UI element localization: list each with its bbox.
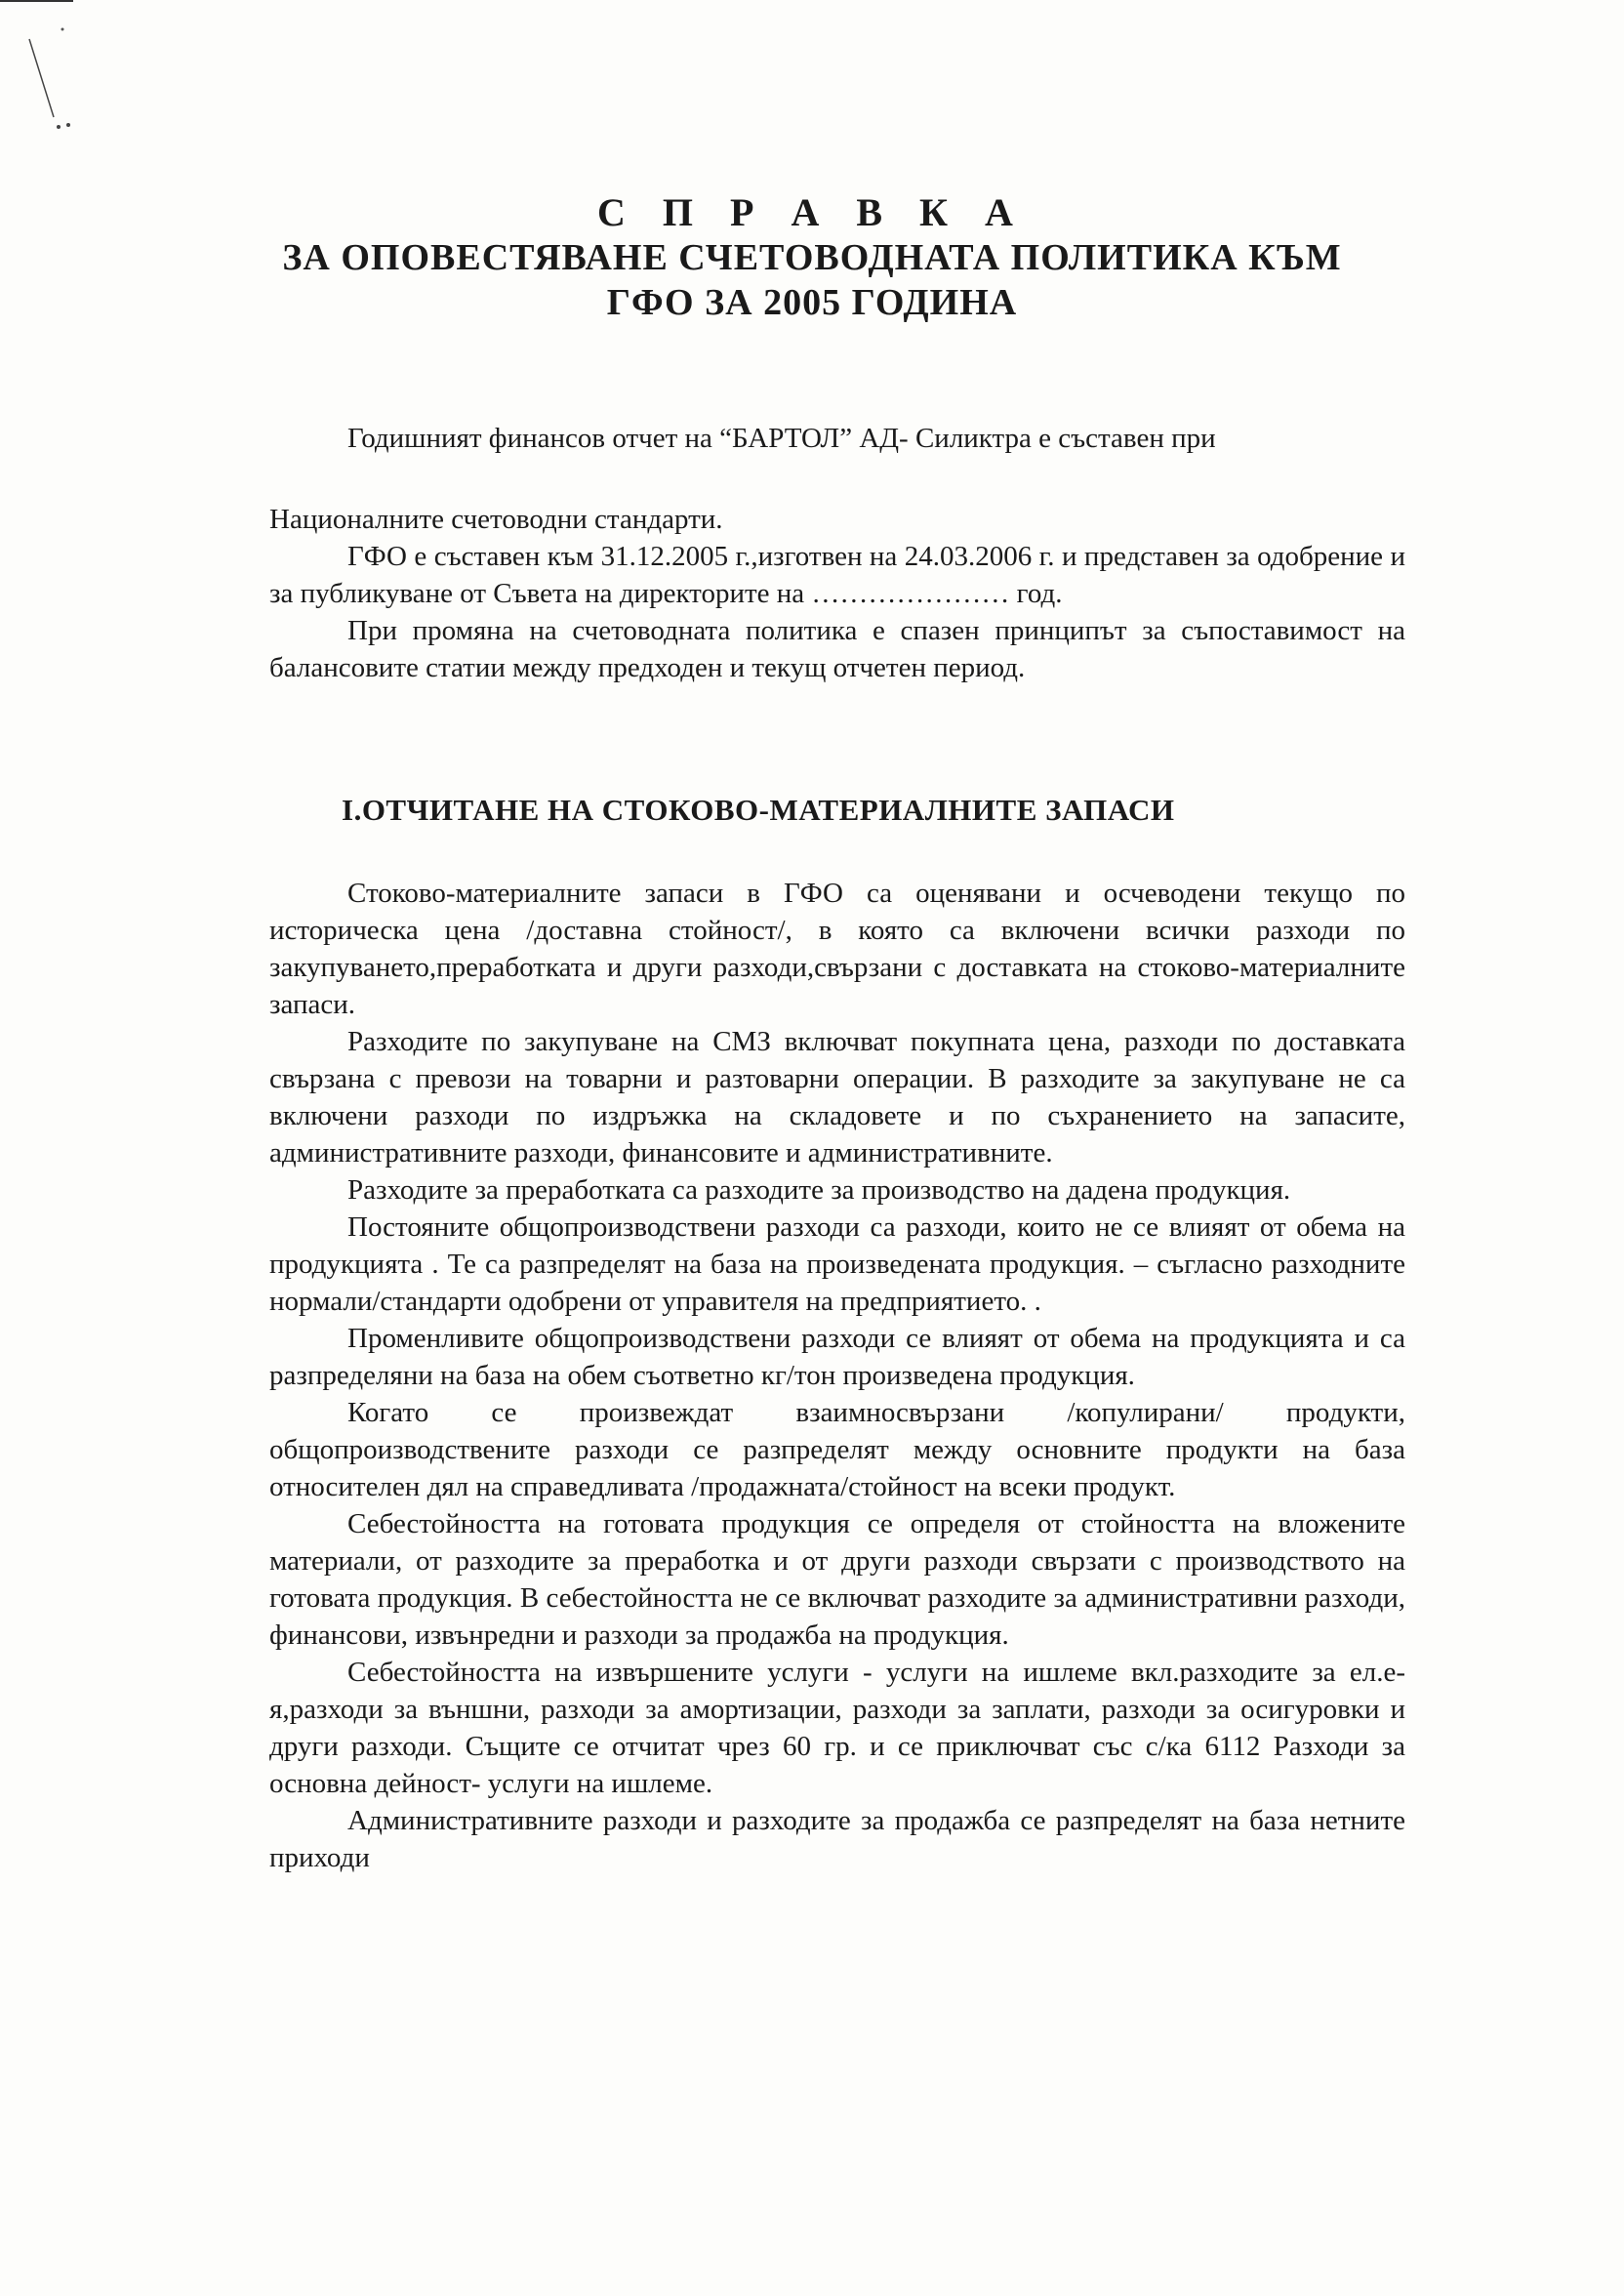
section-paragraph: Разходите за преработката са разходите за производство на дадена продукция.	[347, 1174, 1291, 1206]
section-paragraph: Разходите по закупуване на СМЗ включват покупната цена, разходи по доставката свързана с превози на товарни и разтоварни операции. В разходите за закупуване не са включени разходи по издръжка на складовете и по съхранението на запасите, административните разходи, финансовите и административните.	[269, 1026, 1405, 1168]
intro-paragraph-1b: Националните счетоводни стандарти.	[269, 504, 723, 535]
intro-first-line	[269, 420, 1405, 457]
intro-paragraph-3: При промяна на счетоводната политика е спазен принципът за съпоставимост на балансовите статии между предходен и текущ отчетен период.	[269, 615, 1405, 683]
intro-paragraph-2: ГФО е съставен към 31.12.2005 г.,изготвен на 24.03.2006 г. и представен за одобрение и за публикуване от Съвета на директорите на ………………… год.	[269, 541, 1405, 609]
intro-section	[269, 501, 1405, 686]
section-paragraph: Когато се произвеждат взаимносвързани /копулирани/ продукти, общопроизводствените разходи се разпределят между основните продукти на база относителен дял на справедливата /продажната/стойност на всеки продукт.	[269, 1397, 1405, 1502]
section-heading: I.ОТЧИТАНЕ НА СТОКОВО-МАТЕРИАЛНИТЕ ЗАПАСИ	[342, 793, 1175, 827]
section-paragraph: Променливите общопроизводствени разходи се влияят от обема на продукцията и са разпределяни на база на обем съответно кг/тон произведена продукция.	[269, 1323, 1405, 1391]
section-paragraph: Постояните общопроизводствени разходи са разходи, които не се влияят от обема на продукцията . Те са разпределят на база на произведената продукция. – съгласно разходните нормали/стандарти одобрени от управителя на предприятието. .	[269, 1211, 1405, 1317]
title-line-1: С П Р А В К А	[597, 190, 1027, 234]
section-paragraph: Стоково-материалните запаси в ГФО са оценявани и осчеводени текущо по историческа цена /доставна стойност/, в която са включени всички разходи по закупуването,преработката и други разходи,свързани с доставката на стоково-материалните запаси.	[269, 878, 1405, 1020]
section-paragraph: Себестойността на извършените услуги - услуги на ишлеме вкл.разходите за ел.е-я,разходи за външни, разходи за амортизации, разходи за заплати, разходи за осигуровки и други разходи. Същите се отчитат чрез 60 гр. и се приключват със с/ка 6112 Разходи за основна дейност- услуги на ишлеме.	[269, 1657, 1405, 1799]
section-paragraph: Себестойността на готовата продукция се определя от стойността на вложените материали, от разходите за преработка и от други разходи свързати с производството на готовата продукция. В себестойността не се включват разходите за административни разходи, финансови, извънредни и разходи за продажба на продукция.	[269, 1508, 1405, 1651]
title-line-3: ГФО ЗА 2005 ГОДИНА	[606, 282, 1018, 323]
scan-artifact-marks	[0, 0, 117, 146]
section-body	[269, 875, 1405, 1876]
title-line-2: ЗА ОПОВЕСТЯВАНЕ СЧЕТОВОДНАТА ПОЛИТИКА КЪМ	[282, 237, 1342, 278]
intro-paragraph-1: Годишният финансов отчет на “БАРТОЛ” АД- Силиктра е съставен при	[347, 423, 1216, 454]
document-title	[0, 190, 1624, 325]
section-paragraph: Административните разходи и разходите за продажба се разпределят на база нетните приходи	[269, 1805, 1405, 1873]
